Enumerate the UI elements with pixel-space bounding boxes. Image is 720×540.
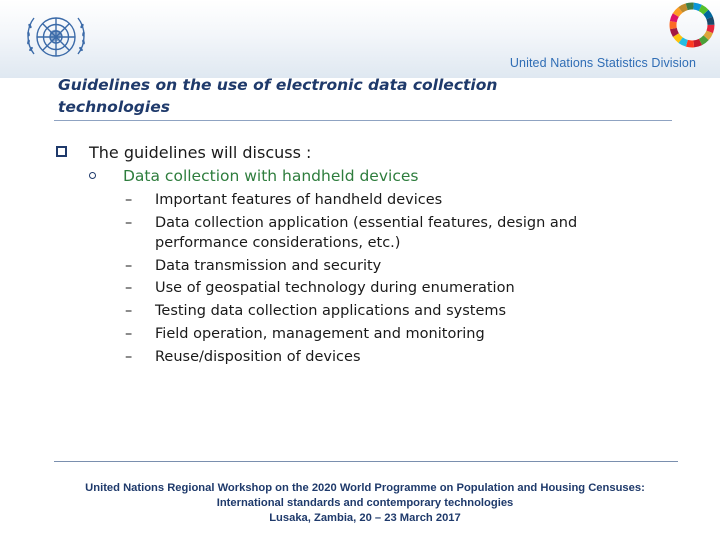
footer-line-1: United Nations Regional Workshop on the 2020 World Programme on Population and Housing Censuses: [85,482,645,494]
list-item-text: Reuse/disposition of devices [155,348,361,365]
dash-bullet: – [125,280,133,297]
square-bullet-icon [56,146,67,157]
list-item-text: Data collection application (essential features, design and [155,214,578,231]
dash-bullet: – [125,325,133,342]
list-item [125,278,685,298]
slide-title-line-2: technologies [58,98,170,116]
list-item [125,190,685,210]
sub-bullet-text: Data collection with handheld devices [123,167,419,185]
footer-line-2: International standards and contemporary technologies [216,497,514,509]
list-item-text: Testing data collection applications and systems [155,303,507,320]
footer-divider [54,461,678,462]
list-item [125,213,685,253]
slide-title [58,74,658,118]
slide-title-line-1: Guidelines on the use of electronic data collection [58,76,498,94]
dash-bullet: – [125,303,133,320]
main-bullet-text: The guidelines will discuss : [89,143,312,162]
list-item-text-continued: performance considerations, etc.) [155,234,401,251]
title-divider [54,120,672,121]
dash-bullet: – [125,348,133,365]
footer [40,481,690,526]
list-item [125,324,685,344]
dash-bullet: – [125,257,133,274]
list-item [125,301,685,321]
list-item [125,347,685,367]
list-item-text: Important features of handheld devices [155,192,443,208]
sdg-color-wheel-icon [667,0,717,50]
list-item-text: Field operation, management and monitoring [155,325,485,342]
circle-bullet-icon [89,172,96,179]
list-item [125,256,685,276]
list-item-text: Use of geospatial technology during enumeration [155,280,515,297]
list-item-text: Data transmission and security [155,257,382,274]
footer-line-3: Lusaka, Zambia, 20 – 23 March 2017 [269,512,461,524]
dash-bullet: – [125,192,133,208]
dash-bullet: – [125,214,133,231]
division-name: United Nations Statistics Division [509,56,696,70]
detail-list [125,190,685,370]
